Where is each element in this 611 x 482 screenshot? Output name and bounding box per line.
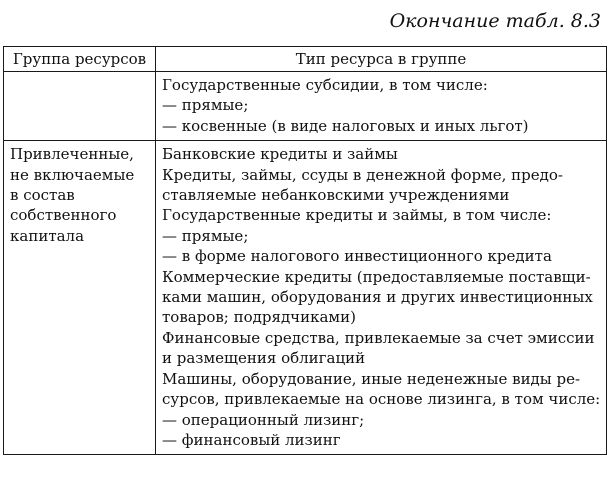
table-row [4,141,607,455]
table-caption: Окончание табл. 8.3 [389,10,601,32]
type-line: товаров; подрядчиками) [162,308,356,327]
table-header-row [4,47,607,72]
header-resource-group: Группа ресурсов [4,47,156,72]
type-line: Государственные субсидии, в том числе: [162,76,488,94]
type-line: Финансовые средства, привлекаемые за счет эмиссии [162,328,595,347]
group-line: не включаемые [10,165,135,184]
table-row [4,72,607,141]
type-line: — в форме налогового инвестиционного кредита [162,247,552,266]
type-cell [156,141,607,455]
type-line: — прямые; [162,226,249,245]
group-cell [4,141,156,455]
type-line: ками машин, оборудования и других инвестиционных [162,288,593,307]
type-line: ставляемые небанковскими учреждениями [162,186,510,205]
group-cell [4,72,156,141]
type-cell [156,72,607,141]
type-line: Машины, оборудование, иные неденежные виды ре- [162,369,581,388]
type-line: Банковские кредиты и займы [162,145,398,164]
type-line: — прямые; [162,96,249,115]
group-line: в состав [10,186,75,205]
type-line: Коммерческие кредиты (предоставляемые поставщи- [162,267,591,286]
type-line: Государственные кредиты и займы, в том числе: [162,206,552,225]
type-line: и размещения облигаций [162,349,366,368]
group-line: Привлеченные, [10,145,134,164]
type-line: сурсов, привлекаемые на основе лизинга, в том числе: [162,390,601,409]
header-resource-type: Тип ресурса в группе [156,47,607,72]
group-line: собственного [10,206,117,225]
type-line: — косвенные (в виде налоговых и иных льгот) [162,116,529,135]
type-line: — операционный лизинг; [162,410,365,429]
group-line: капитала [10,226,85,245]
type-line: Кредиты, займы, ссуды в денежной форме, предо- [162,165,563,184]
type-line: — финансовый лизинг [162,430,341,449]
resources-table [3,46,607,455]
